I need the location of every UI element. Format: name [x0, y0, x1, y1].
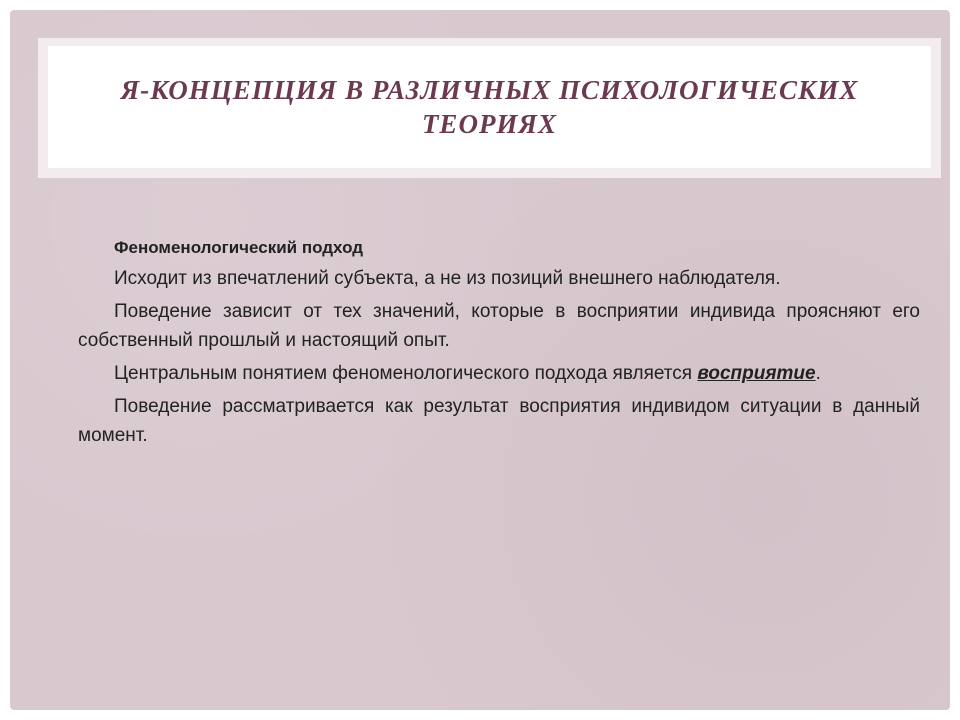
paragraph-3-end: . — [815, 363, 821, 384]
slide — [10, 10, 950, 710]
paragraph-2: Поведение зависит от тех значений, которые в восприятии индивида проясняют его собственный прошлый и настоящий опыт. — [78, 301, 920, 351]
slide-title: Я-КОНЦЕПЦИЯ В РАЗЛИЧНЫХ ПСИХОЛОГИЧЕСКИХ ТЕОРИЯХ — [120, 75, 859, 139]
content-body — [78, 234, 920, 454]
paragraph-3-text: Центральным понятием феноменологического подхода является — [114, 363, 698, 384]
keyword-perception: восприятие — [697, 363, 816, 384]
paragraph-4: Поведение рассматривается как результат восприятия индивидом ситуации в данный момент. — [78, 396, 920, 446]
title-box — [48, 46, 931, 168]
paragraph-1: Исходит из впечатлений субъекта, а не из позиций внешнего наблюдателя. — [114, 268, 781, 289]
section-heading: Феноменологический подход — [114, 238, 364, 257]
title-frame — [38, 38, 941, 178]
paragraph-3 — [78, 359, 920, 388]
